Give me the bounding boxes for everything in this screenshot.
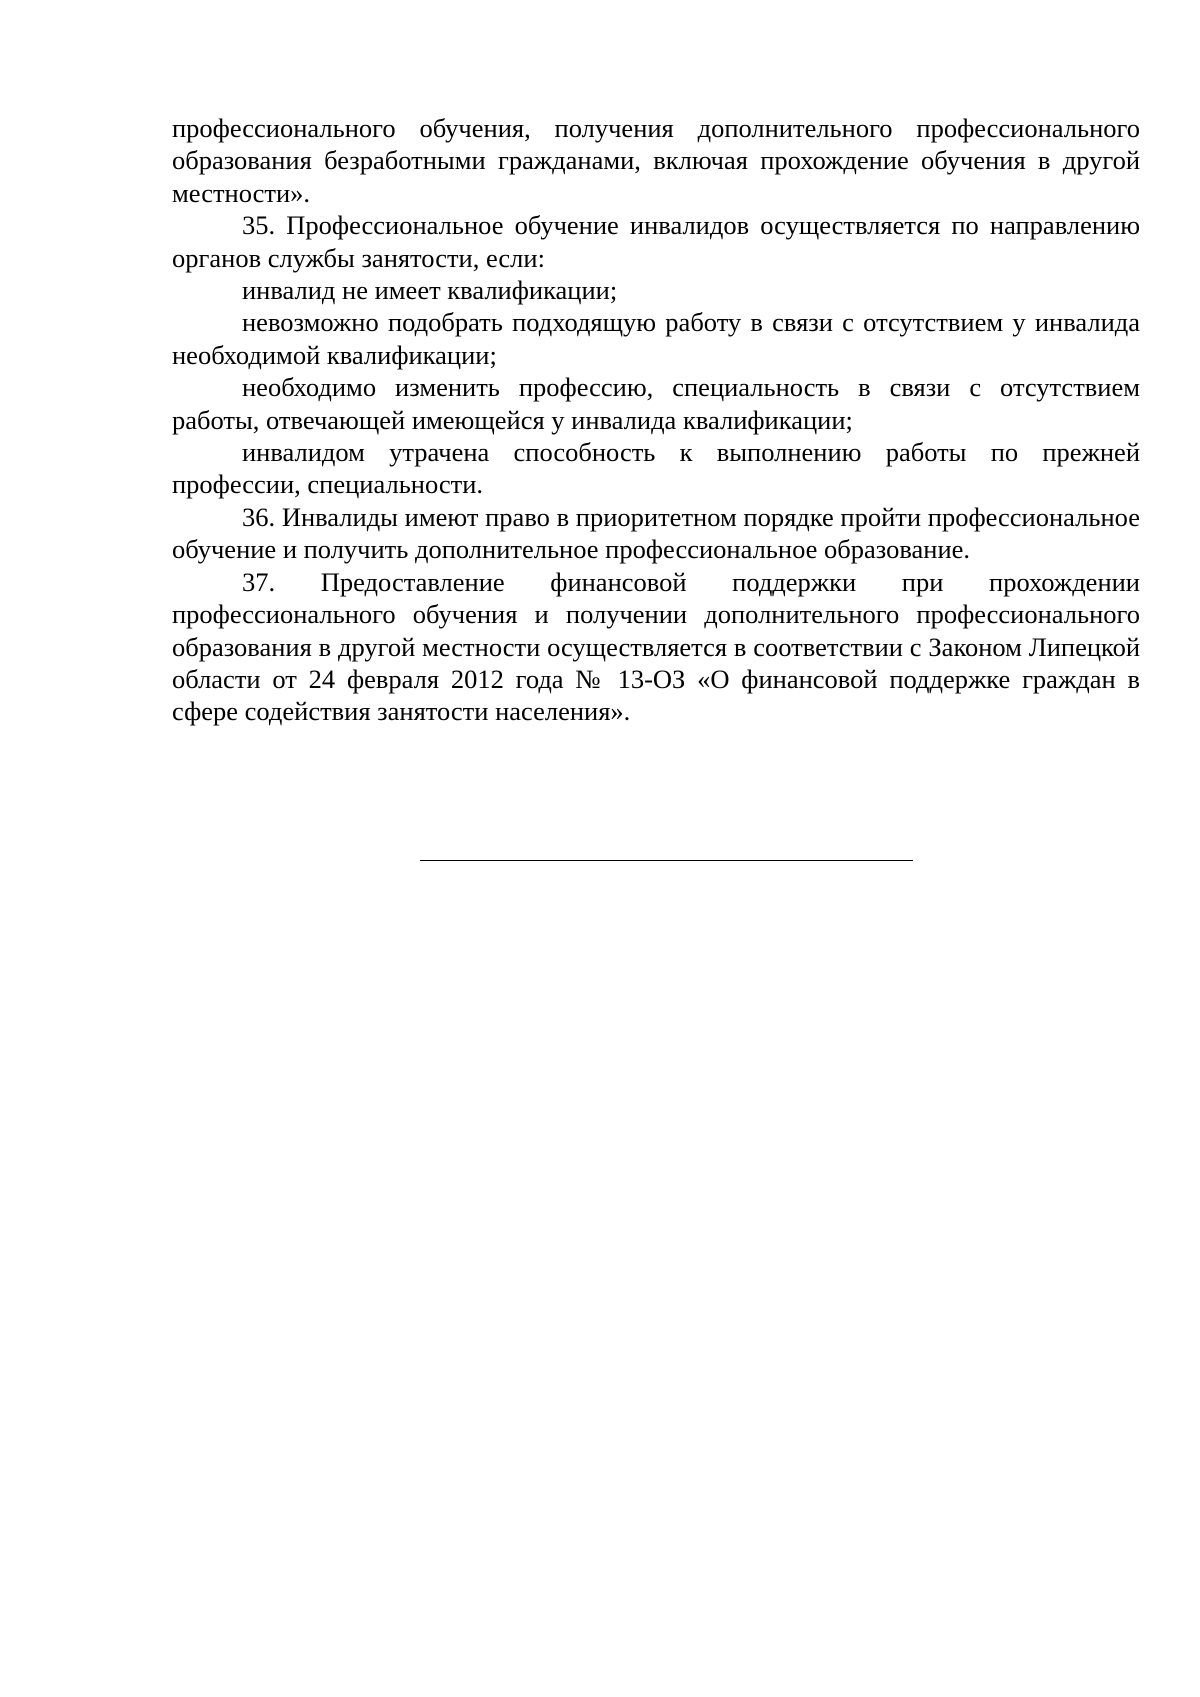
paragraph-item-35: 35. Профессиональное обучение инвалидов осуществляется по направлению органов службы занятости, если: <box>172 210 1140 273</box>
closing-divider-line <box>420 860 913 861</box>
paragraph-continuation: профессионального обучения, получения дополнительного профессионального образования безработными гражданами, включая прохождение обучения в другой местности». <box>172 113 1140 208</box>
paragraph-condition-change-profession: необходимо изменить профессию, специальность в связи с отсутствием работы, отвечающей имеющейся у инвалида квалификации; <box>172 372 1140 435</box>
paragraph-item-37: 37. Предоставление финансовой поддержки при прохождении профессионального обучения и получении дополнительного профессионального образования в другой местности осуществляется в соответствии с Законом Липецкой области от 24 февраля 2012 года № 13-ОЗ «О финансовой поддержке граждан в сфере содействия занятости населения». <box>172 566 1140 727</box>
paragraph-condition-no-qualification: инвалид не имеет квалификации; <box>242 275 618 306</box>
document-body <box>172 112 1140 728</box>
paragraph-condition-no-suitable-work: невозможно подобрать подходящую работу в связи с отсутствием у инвалида необходимой квалификации; <box>172 307 1140 370</box>
paragraph-item-36: 36. Инвалиды имеют право в приоритетном порядке пройти профессиональное обучение и получить дополнительное профессиональное образование. <box>172 501 1140 565</box>
paragraph-condition-lost-ability: инвалидом утрачена способность к выполнению работы по прежней профессии, специальности. <box>172 437 1140 500</box>
